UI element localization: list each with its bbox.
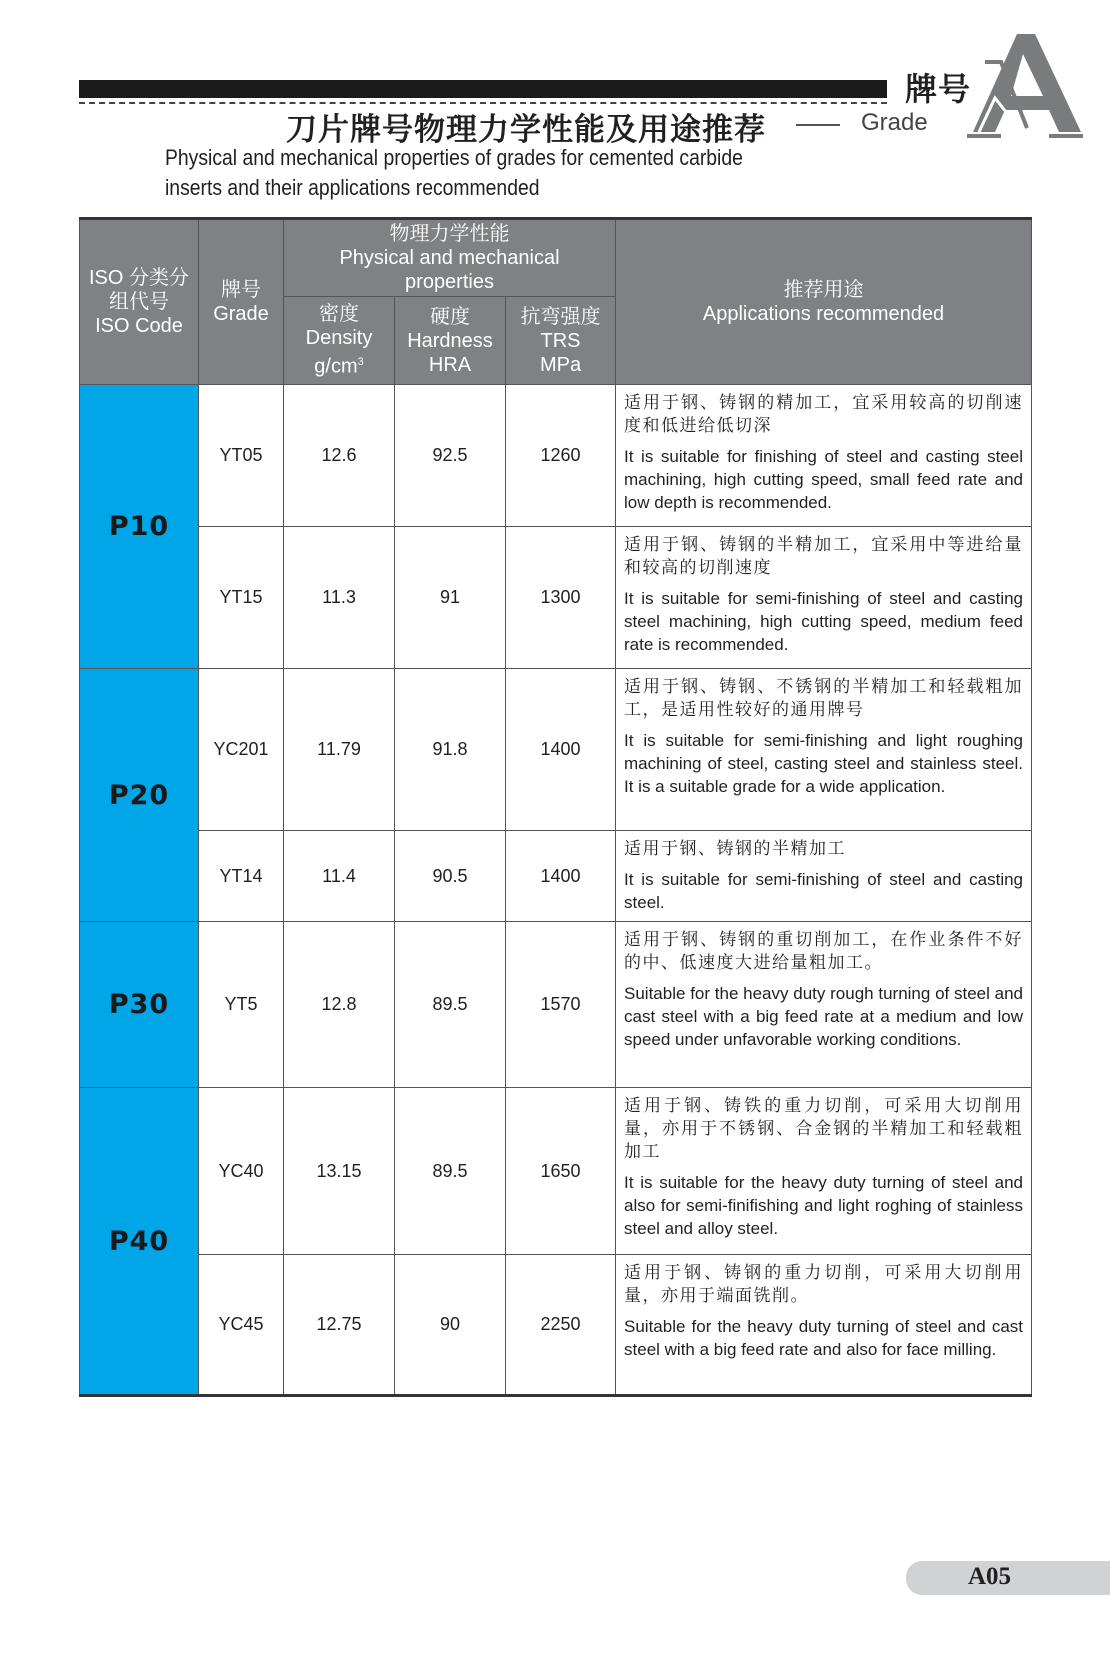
density-unit-text: g/cm	[314, 355, 358, 378]
header-grade-en: Grade	[213, 303, 269, 325]
application-en: It is suitable for the heavy duty turning of steel and also for semi-finifishing and light roghing of stainless steel and alloy steel.	[624, 1173, 1024, 1238]
density-cell: 11.79	[284, 669, 395, 831]
header-hardness	[395, 297, 506, 385]
hardness-cell: 91.8	[395, 669, 506, 831]
table-row	[80, 527, 1032, 669]
trs-cell: 1400	[506, 669, 616, 831]
application-cell	[616, 831, 1032, 922]
application-cell	[616, 1255, 1032, 1396]
grade-cell: YC201	[199, 669, 284, 831]
application-en: Suitable for the heavy duty rough turning of steel and cast steel with a big feed rate at a medium and low speed under unfavorable working conditions.	[624, 984, 1024, 1049]
application-cn: 适用于钢、铸钢的精加工，宜采用较高的切削速度和低进给低切深	[624, 393, 1024, 435]
header-trs-en: TRS	[540, 329, 581, 352]
header-grade	[199, 219, 284, 385]
subtitle-line-2: inserts and their applications recommended	[165, 175, 540, 200]
table-row	[80, 831, 1032, 922]
application-cell	[616, 669, 1032, 831]
iso-code-cell: P10	[80, 385, 199, 669]
header-props-en1: Physical and mechanical	[339, 247, 560, 269]
iso-code-cell: P40	[80, 1088, 199, 1396]
table-row	[80, 385, 1032, 527]
header-applications	[616, 219, 1032, 385]
header-app-cn: 推荐用途	[783, 279, 864, 301]
header-density-unit	[284, 350, 394, 379]
hardness-cell: 92.5	[395, 385, 506, 527]
application-cn: 适用于钢、铸钢的重切削加工，在作业条件不好的中、低速度大进给量粗加工。	[624, 930, 1024, 972]
trs-cell: 1570	[506, 922, 616, 1088]
header-density-en: Density	[305, 327, 373, 350]
section-label: 牌号	[905, 71, 972, 107]
hardness-cell: 90.5	[395, 831, 506, 922]
application-cell	[616, 527, 1032, 669]
section-letter-a-logo	[965, 32, 1085, 140]
application-cn: 适用于钢、铸钢、不锈钢的半精加工和轻载粗加工，是适用性较好的通用牌号	[624, 677, 1024, 719]
page-title-en: Grade	[861, 109, 928, 136]
table-row	[80, 1088, 1032, 1255]
header-hardness-cn: 硬度	[430, 305, 470, 328]
hardness-cell: 89.5	[395, 1088, 506, 1255]
header-grade-cn: 牌号	[221, 279, 261, 301]
hardness-cell: 91	[395, 527, 506, 669]
density-unit-sup: 3	[357, 356, 364, 369]
grade-cell: YT5	[199, 922, 284, 1088]
page-title-cn: 刀片牌号物理力学性能及用途推荐	[286, 112, 766, 147]
application-en: It is suitable for semi-finishing of steel and casting steel.	[624, 870, 1024, 912]
header-black-bar	[79, 80, 887, 98]
grade-cell: YT15	[199, 527, 284, 669]
application-cell	[616, 922, 1032, 1088]
grades-properties-table	[79, 217, 1032, 1397]
header-iso-code	[80, 219, 199, 385]
header-trs-unit: MPa	[539, 353, 582, 376]
subtitle-line-1: Physical and mechanical properties of grades for cemented carbide	[165, 145, 743, 170]
trs-cell: 1650	[506, 1088, 616, 1255]
trs-cell: 2250	[506, 1255, 616, 1396]
table-row	[80, 1255, 1032, 1396]
title-dash-rule	[796, 124, 840, 126]
application-cn: 适用于钢、铸铁的重力切削，可采用大切削用量，亦用于不锈钢、合金钢的半精加工和轻载粗加工	[624, 1096, 1024, 1161]
grade-cell: YC45	[199, 1255, 284, 1396]
header-density	[284, 297, 395, 385]
density-cell: 12.8	[284, 922, 395, 1088]
application-en: It is suitable for semi-finishing of steel and casting steel machining, high cutting speed, medium feed rate is recommended.	[624, 589, 1024, 654]
header-props-cn: 物理力学性能	[389, 223, 510, 245]
header-density-cn: 密度	[319, 303, 359, 326]
header-iso-en: ISO Code	[95, 315, 183, 337]
density-cell: 12.75	[284, 1255, 395, 1396]
density-cell: 12.6	[284, 385, 395, 527]
header-iso-cn1: ISO 分类分	[88, 267, 189, 289]
grade-cell: YT05	[199, 385, 284, 527]
trs-cell: 1260	[506, 385, 616, 527]
iso-code-cell: P20	[80, 669, 199, 922]
grade-cell: YC40	[199, 1088, 284, 1255]
application-en: It is suitable for semi-finishing and light roughing machining of steel, casting steel and stainless steel. It is a suitable grade for a wide application.	[624, 731, 1024, 796]
hardness-cell: 90	[395, 1255, 506, 1396]
application-en: Suitable for the heavy duty turning of steel and cast steel with a big feed rate and also for face milling.	[624, 1317, 1024, 1359]
grade-cell: YT14	[199, 831, 284, 922]
header-app-en: Applications recommended	[702, 303, 945, 325]
density-cell: 11.3	[284, 527, 395, 669]
header-hardness-en: Hardness	[407, 329, 493, 352]
header-props-en2: properties	[405, 271, 494, 293]
header-iso-cn2: 组代号	[109, 291, 169, 313]
iso-code-cell: P30	[80, 922, 199, 1088]
density-cell: 13.15	[284, 1088, 395, 1255]
trs-cell: 1400	[506, 831, 616, 922]
page-number: A05	[968, 1563, 1012, 1590]
header-trs	[506, 297, 616, 385]
header-physical-properties	[284, 219, 616, 297]
application-cn: 适用于钢、铸钢的半精加工	[624, 839, 847, 858]
application-cell	[616, 385, 1032, 527]
table-row	[80, 922, 1032, 1088]
hardness-cell: 89.5	[395, 922, 506, 1088]
application-cn: 适用于钢、铸钢的重力切削，可采用大切削用量，亦用于端面铣削。	[624, 1263, 1024, 1305]
application-cn: 适用于钢、铸钢的半精加工，宜采用中等进给量和较高的切削速度	[624, 535, 1024, 577]
trs-cell: 1300	[506, 527, 616, 669]
application-en: It is suitable for finishing of steel and casting steel machining, high cutting speed, small feed rate and low depth is recommended.	[624, 447, 1024, 512]
density-cell: 11.4	[284, 831, 395, 922]
application-cell	[616, 1088, 1032, 1255]
page-subtitle	[165, 143, 834, 203]
header-hardness-unit: HRA	[428, 353, 472, 376]
table-row	[80, 669, 1032, 831]
header-trs-cn: 抗弯强度	[520, 305, 601, 328]
